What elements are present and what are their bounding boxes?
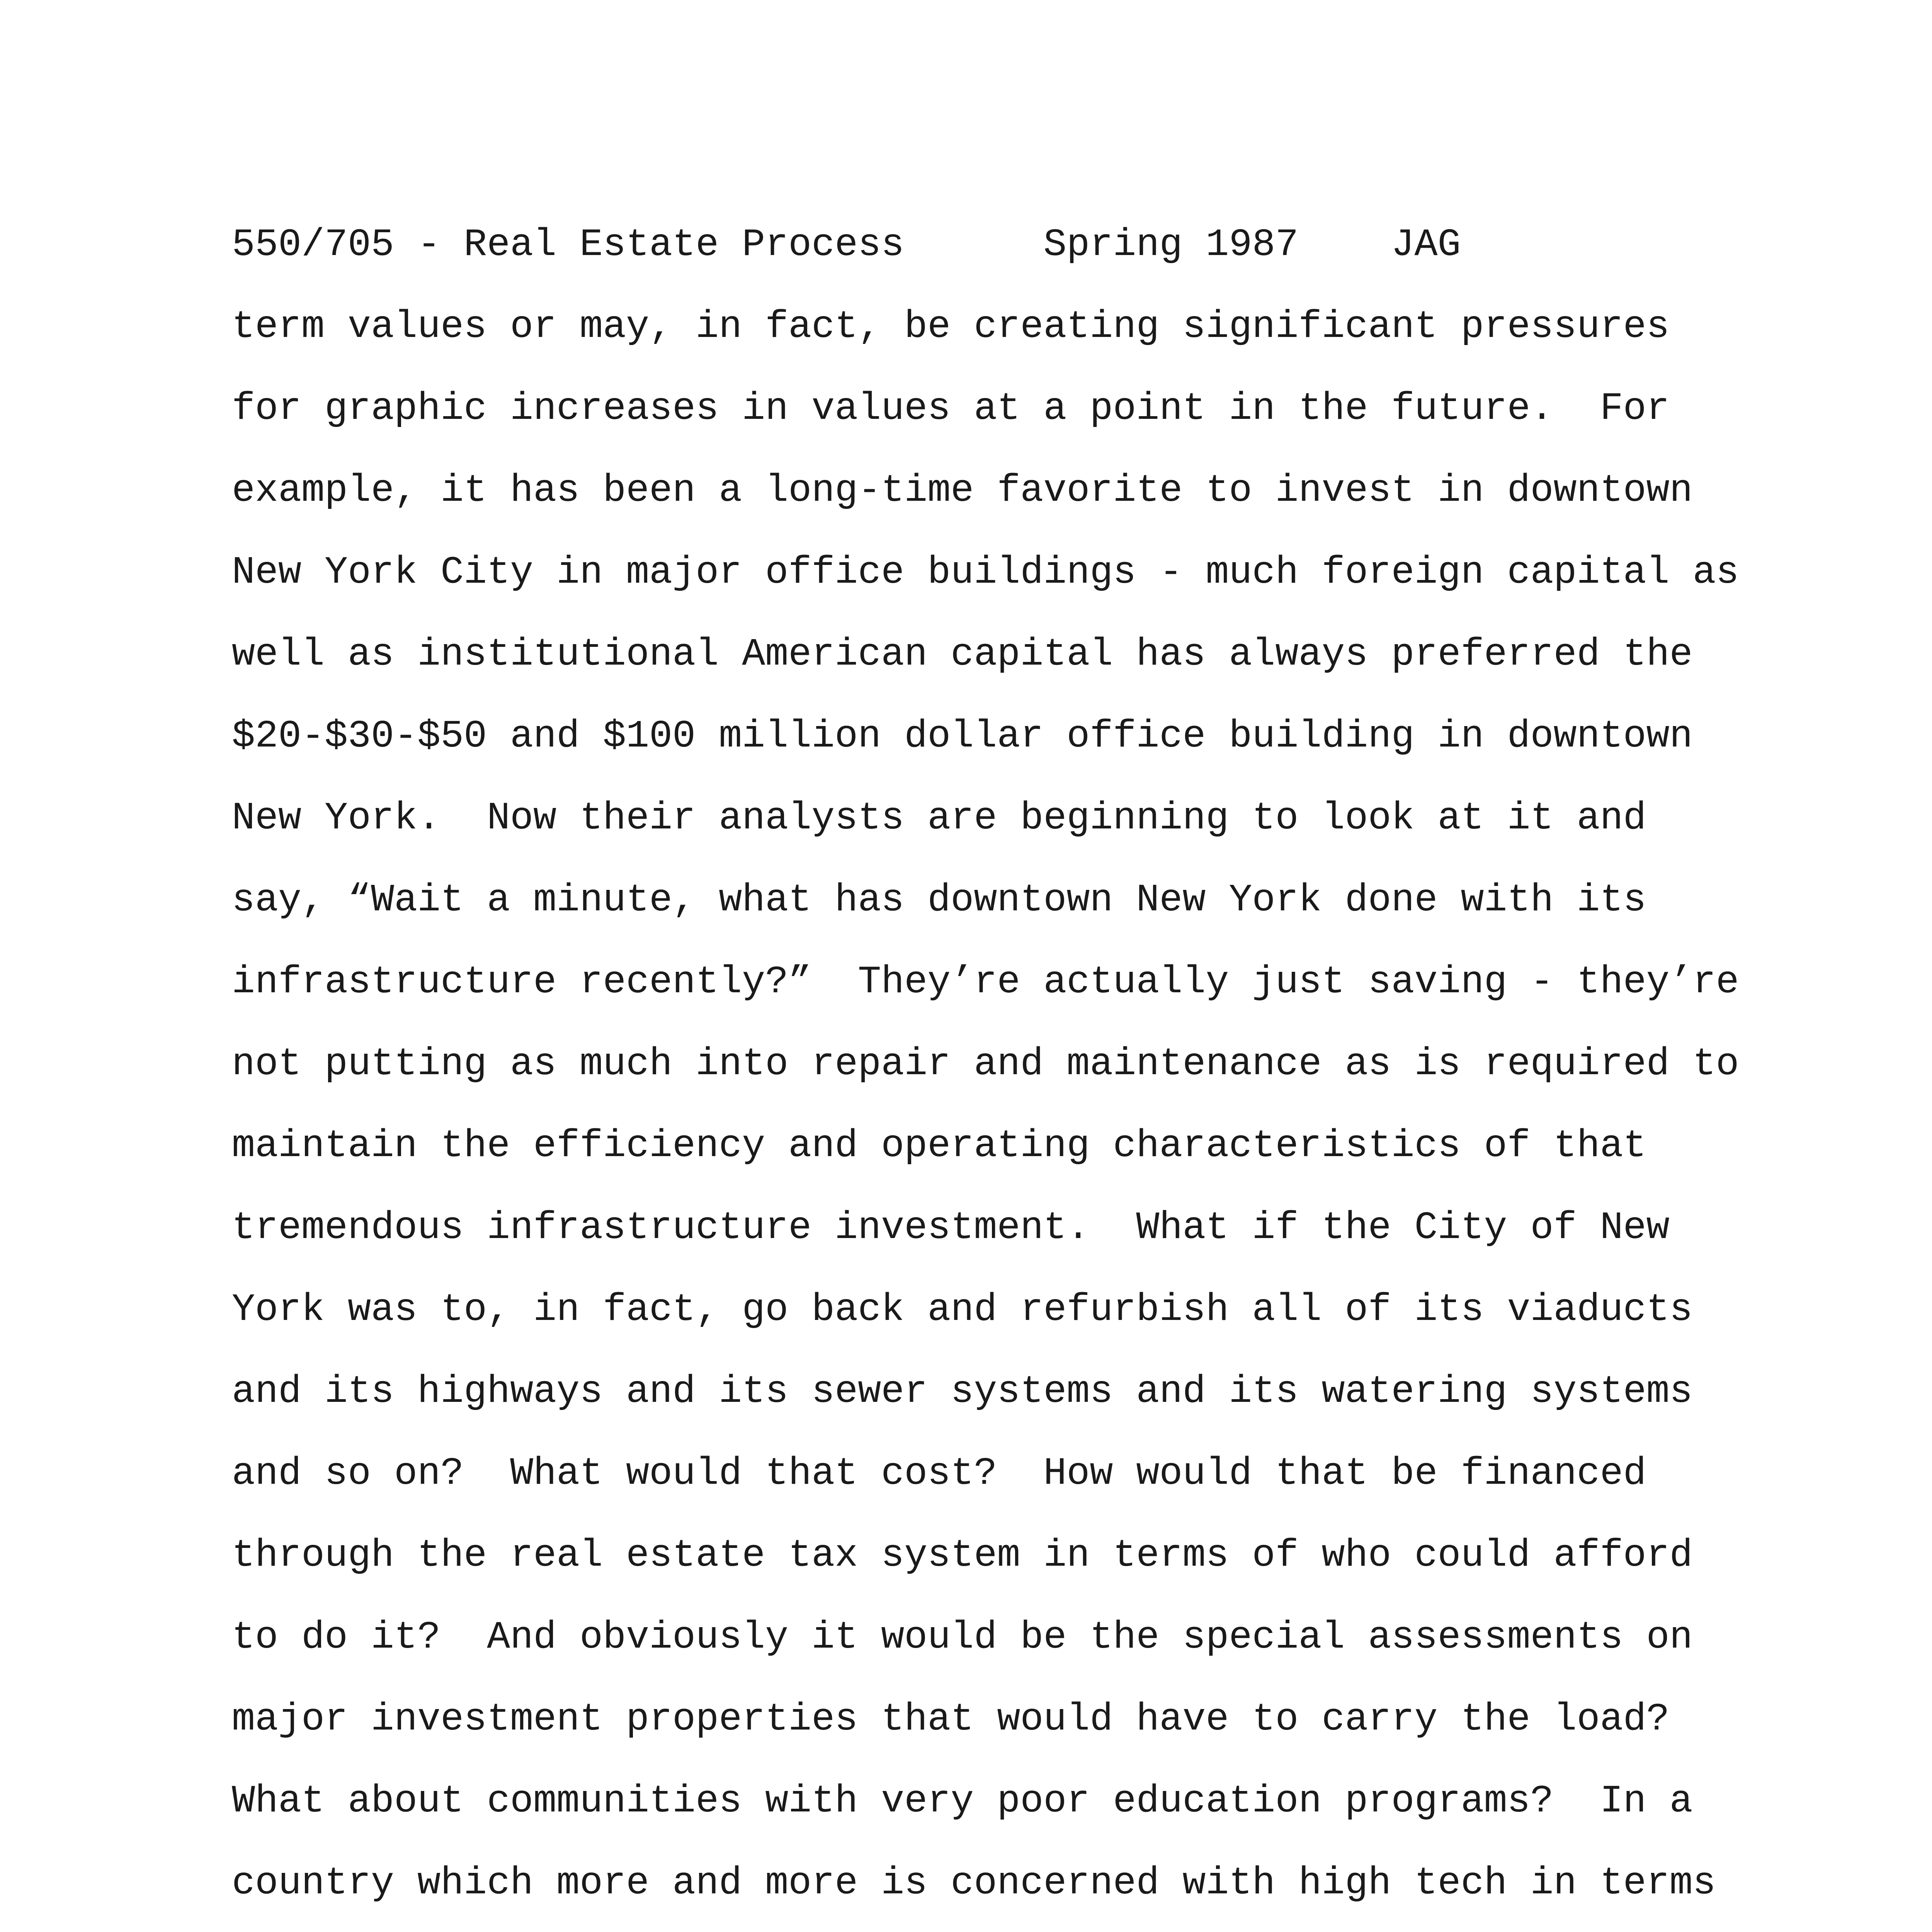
body-text <box>232 304 1893 1932</box>
text-line: tremendous infrastructure investment. What if the City of New <box>232 1206 1670 1250</box>
term-label: Spring 1987 <box>1043 223 1299 267</box>
text-line: $20-$30-$50 and $100 million dollar office building in downtown <box>232 715 1693 759</box>
text-line: for graphic increases in values at a point in the future. For <box>232 387 1670 431</box>
text-line: York was to, in fact, go back and refurbish all of its viaducts <box>232 1288 1693 1332</box>
author-initials: JAG <box>1391 223 1461 267</box>
text-line: country which more and more is concerned with high tech in terms <box>232 1862 1716 1905</box>
text-line: What about communities with very poor education programs? In a <box>232 1780 1693 1823</box>
text-line: major investment properties that would have to carry the load? <box>232 1698 1670 1742</box>
text-line: say, “Wait a minute, what has downtown New York done with its <box>232 879 1646 922</box>
text-line: example, it has been a long-time favorite to invest in downtown <box>232 469 1693 513</box>
text-line: not putting as much into repair and maintenance as is required to <box>232 1043 1739 1086</box>
text-line: and its highways and its sewer systems and its watering systems <box>232 1370 1693 1414</box>
header-gap-2 <box>1298 223 1391 267</box>
text-line: New York. Now their analysts are beginning to look at it and <box>232 797 1646 840</box>
text-line: New York City in major office buildings - much foreign capital as <box>232 551 1739 595</box>
text-line: term values or may, in fact, be creating significant pressures <box>232 305 1670 349</box>
text-line: through the real estate tax system in terms of who could afford <box>232 1534 1693 1578</box>
header-gap-1 <box>904 223 1043 267</box>
text-line: infrastructure recently?” They’re actually just saving - they’re <box>232 961 1739 1004</box>
text-line: to do it? And obviously it would be the special assessments on <box>232 1616 1693 1660</box>
course-title: 550/705 - Real Estate Process <box>232 223 905 267</box>
text-line: well as institutional American capital has always preferred the <box>232 633 1693 677</box>
text-line: maintain the efficiency and operating characteristics of that <box>232 1124 1646 1168</box>
page-header <box>232 222 1461 269</box>
text-line: and so on? What would that cost? How would that be financed <box>232 1452 1646 1496</box>
